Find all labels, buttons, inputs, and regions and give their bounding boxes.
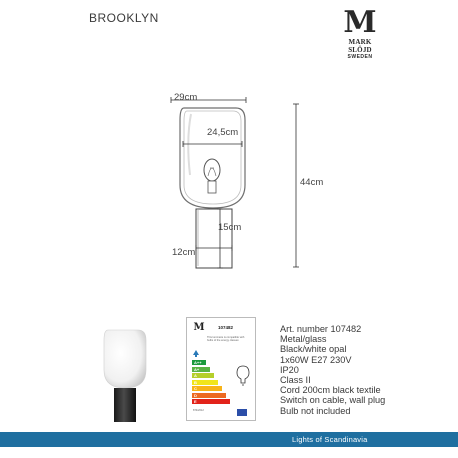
logo-line-3: SWEDEN (347, 54, 373, 60)
energy-class-bar (192, 393, 226, 398)
energy-class-label: B (194, 379, 197, 385)
energy-label-footer: 874/2012 (193, 409, 204, 412)
spec-item: Switch on cable, wall plug (280, 395, 386, 406)
opal-shade (104, 330, 146, 388)
spec-item: Art. number 107482 (280, 324, 362, 334)
energy-class-label: A (194, 373, 197, 378)
bulb-icon (235, 365, 251, 387)
footer-bar (0, 432, 458, 447)
spec-item: Class II (280, 375, 311, 386)
energy-class-bar (192, 380, 218, 385)
spec-item: Metal/glass (280, 334, 327, 345)
energy-label-logo: M (193, 322, 205, 333)
footer-text: Lights of Scandinavia (292, 435, 368, 444)
energy-class-label: A++ (194, 360, 202, 365)
bulb-filament (208, 168, 216, 176)
energy-label-note: This luminaire is compatible with bulbs of the energy classes: (207, 336, 245, 343)
energy-class-label: E (194, 399, 197, 404)
energy-class-bar (192, 373, 214, 378)
energy-class-bar (192, 399, 230, 404)
energy-class-bar (192, 367, 210, 372)
product-title: BROOKLYN (89, 11, 159, 25)
energy-class-label: C (194, 386, 197, 391)
spec-item: 1x60W E27 230V (280, 354, 352, 365)
energy-class-label: A+ (194, 366, 200, 372)
glass-highlight (188, 114, 191, 175)
dim-width-total: 29cm (174, 92, 198, 103)
spec-item: IP20 (280, 364, 299, 375)
logo-line-2: SLÖJD (348, 46, 372, 54)
bulb-outline (204, 159, 220, 181)
bulb-socket (208, 181, 216, 193)
lamp-base (196, 209, 232, 268)
energy-class-bar (192, 386, 222, 391)
eu-flag-icon (237, 409, 247, 416)
logo-monogram: M (343, 5, 377, 40)
dim-base-height: 15cm (218, 222, 242, 233)
product-photo (85, 322, 165, 422)
energy-class-label: D (194, 392, 197, 398)
spec-item: Black/white opal (280, 344, 347, 355)
spec-item: Cord 200cm black textile (280, 385, 381, 396)
energy-label-article: 107482 (218, 325, 234, 330)
dim-height-total: 44cm (300, 177, 324, 188)
energy-label (186, 317, 256, 421)
logo-line-1: MARK (348, 38, 372, 46)
spec-item: Bulb not included (280, 405, 351, 416)
spec-list (280, 324, 385, 416)
black-base (114, 388, 136, 422)
dim-base-diameter: 12cm (172, 247, 196, 258)
dim-width-glass: 24,5cm (207, 127, 239, 138)
energy-class-bar (192, 360, 206, 365)
lamp-icon (191, 349, 201, 357)
